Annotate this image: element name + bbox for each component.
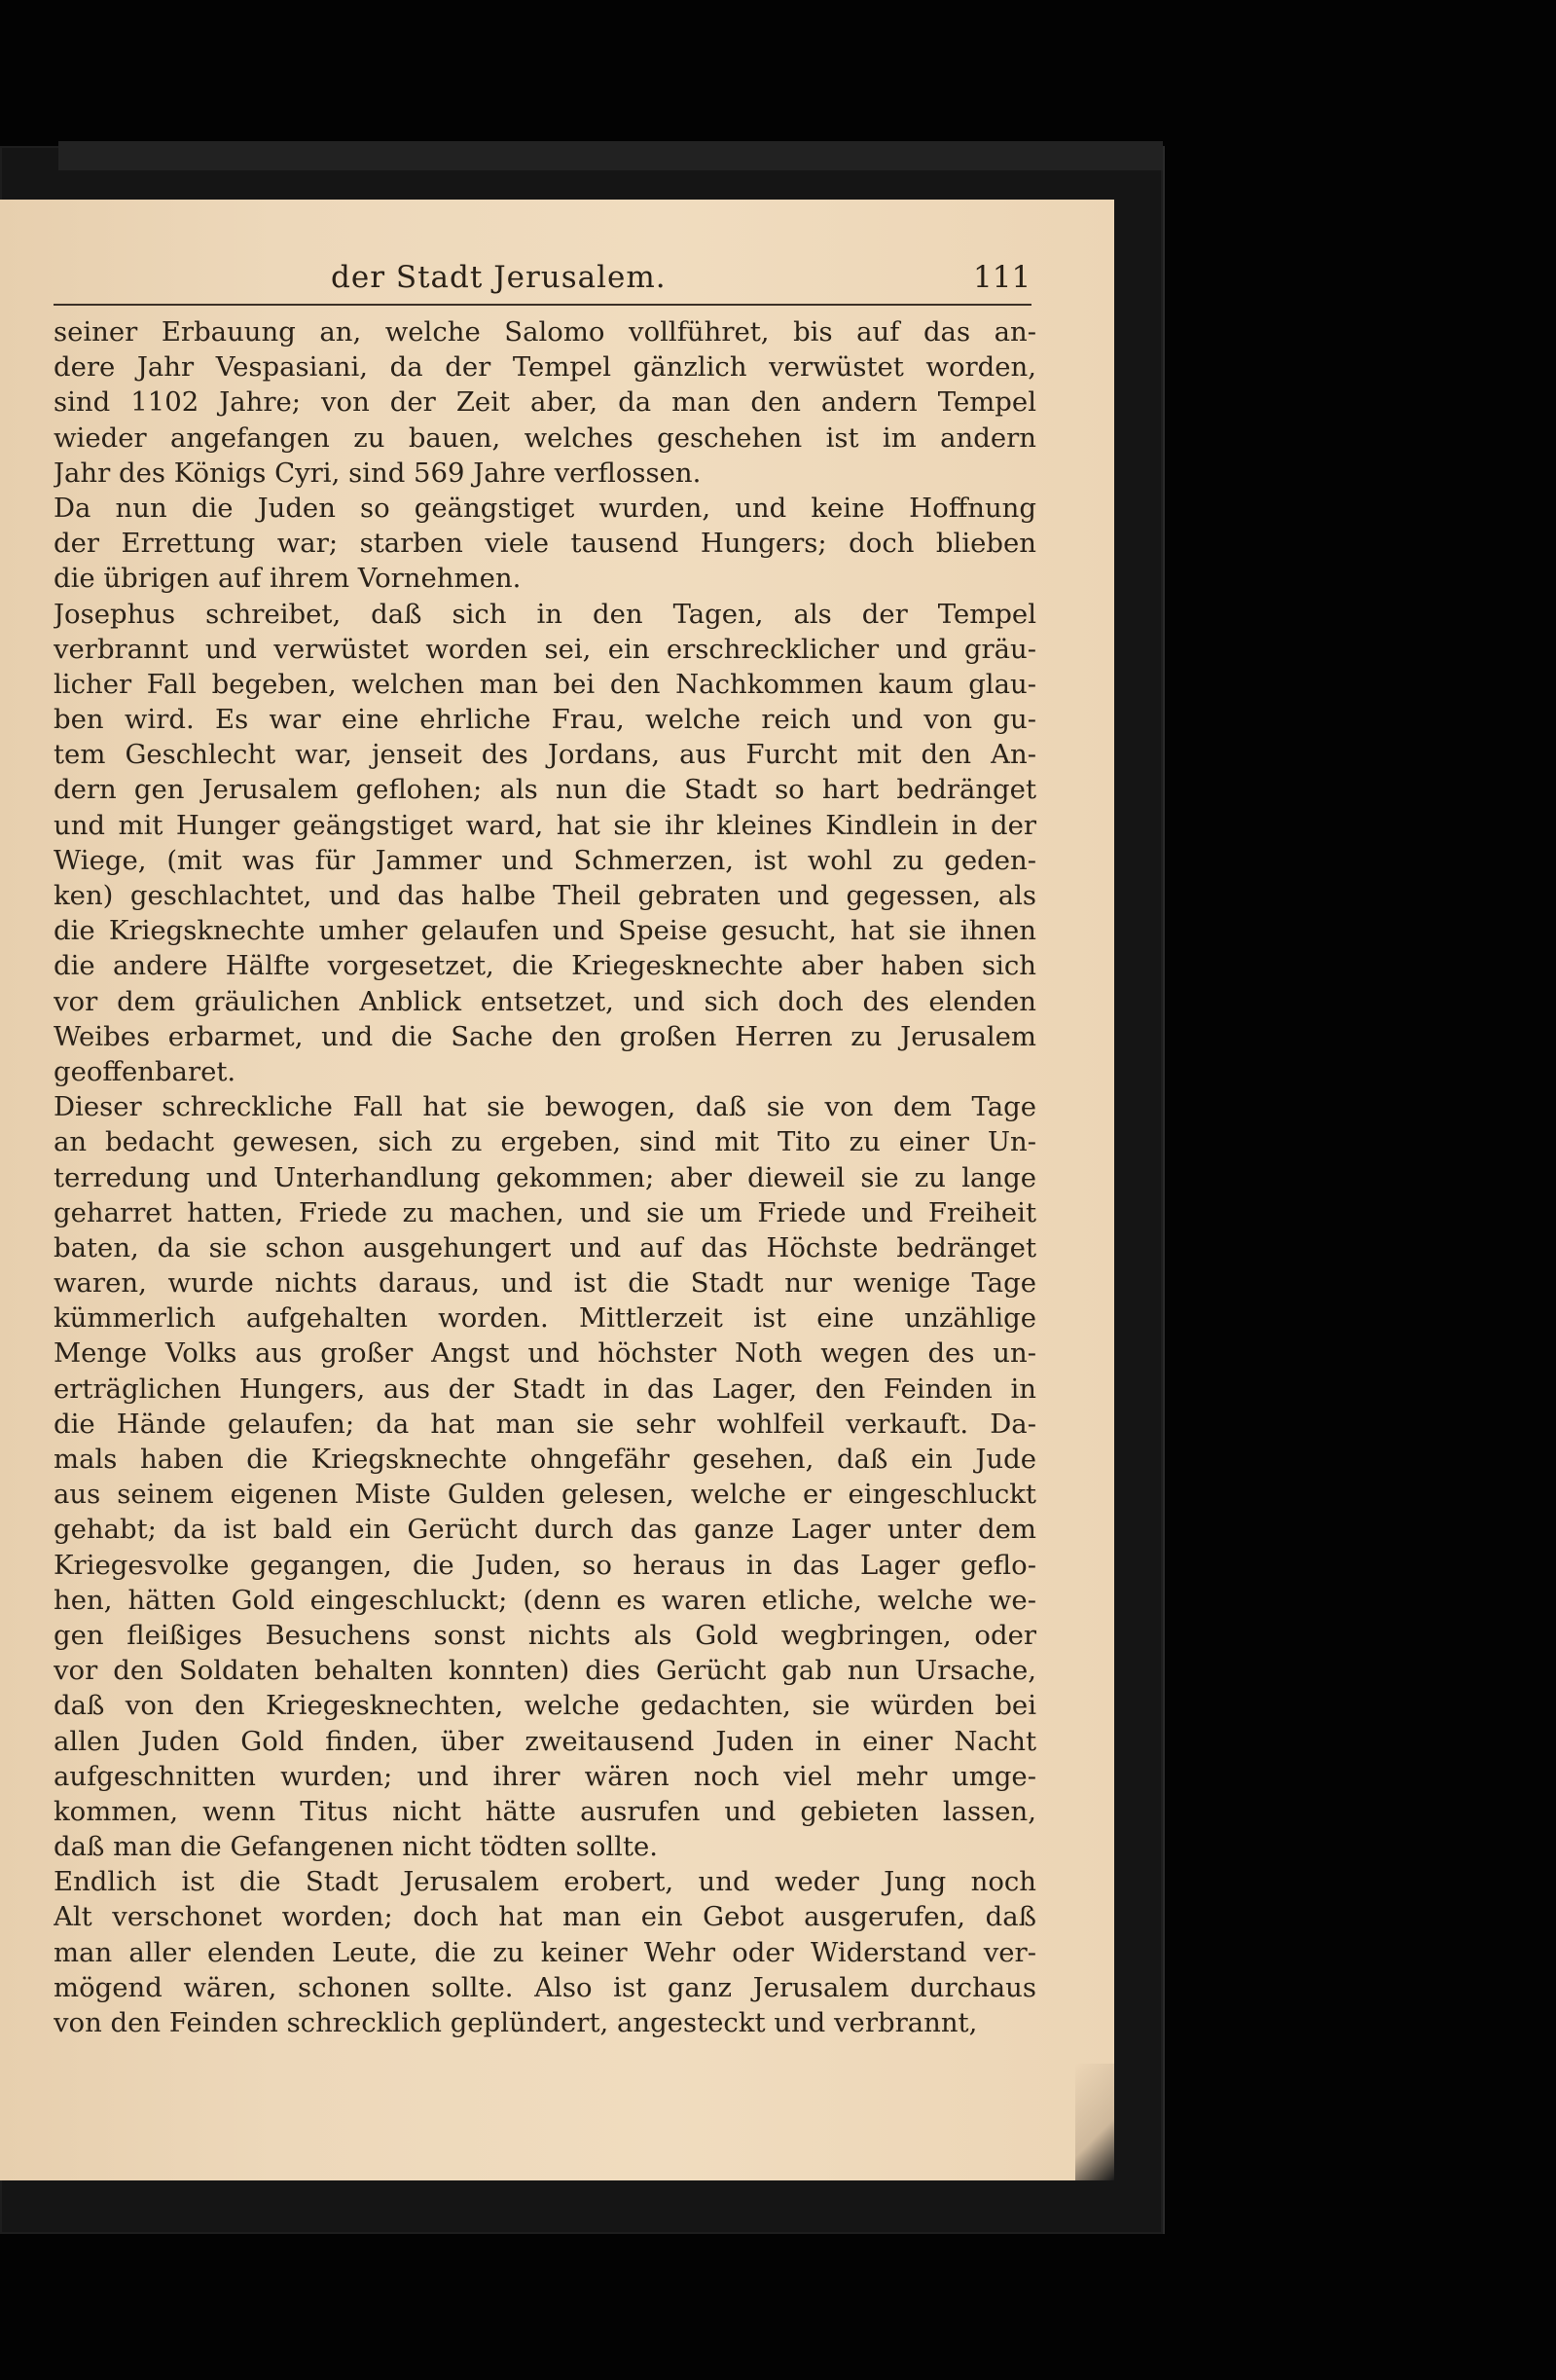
text-line: vor dem gräulichen Anblick entsetzet, und sich doch des elenden [54, 985, 1036, 1017]
text-line: kommen, wenn Titus nicht hätte ausrufen und gebieten lassen, [54, 1795, 1036, 1827]
running-title: der Stadt Jerusalem. [331, 260, 667, 295]
header-rule [54, 304, 1031, 306]
text-line: Dieser schreckliche Fall hat sie bewogen, daß sie von dem Tage [54, 1091, 1036, 1123]
text-line: dern gen Jerusalem geflohen; als nun die Stadt so hart bedränget [54, 774, 1036, 806]
text-line: terredung und Unterhandlung gekommen; aber dieweil sie zu lange [54, 1161, 1036, 1193]
text-line: dere Jahr Vespasiani, da der Tempel gänzlich verwüstet worden, [54, 351, 1036, 384]
text-line: Josephus schreibet, daß sich in den Tagen, als der Tempel [54, 598, 1036, 630]
text-line: wieder angefangen zu bauen, welches geschehen ist im andern [54, 421, 1036, 454]
text-line: die übrigen auf ihrem Vornehmen. [54, 563, 522, 595]
text-line: gehabt; da ist bald ein Gerücht durch das ganze Lager unter dem [54, 1514, 1036, 1546]
text-line: daß von den Kriegesknechten, welche gedachten, sie würden bei [54, 1690, 1036, 1722]
text-line: baten, da sie schon ausgehungert und auf das Höchste bedränget [54, 1231, 1036, 1263]
text-line: Jahr des Königs Cyri, sind 569 Jahre verflossen. [54, 457, 702, 489]
text-line: die andere Hälfte vorgesetzet, die Kriegesknechte aber haben sich [54, 950, 1036, 982]
text-line: waren, wurde nichts daraus, und ist die Stadt nur wenige Tage [54, 1267, 1036, 1300]
text-line: Wiege, (mit was für Jammer und Schmerzen, ist wohl zu geden- [54, 844, 1036, 876]
text-line: sind 1102 Jahre; von der Zeit aber, da man den andern Tempel [54, 386, 1036, 419]
text-line: vor den Soldaten behalten konnten) dies Gerücht gab nun Ursache, [54, 1655, 1036, 1687]
text-line: die Kriegsknechte umher gelaufen und Speise gesucht, hat sie ihnen [54, 915, 1036, 947]
text-line: Endlich ist die Stadt Jerusalem erobert, und weder Jung noch [54, 1866, 1036, 1898]
text-line: allen Juden Gold finden, über zweitausend Juden in einer Nacht [54, 1725, 1036, 1757]
board-edge [58, 141, 1163, 170]
text-line: Alt verschonet worden; doch hat man ein Gebot ausgerufen, daß [54, 1901, 1036, 1933]
text-line: aufgeschnitten wurden; und ihrer wären noch viel mehr umge- [54, 1760, 1036, 1792]
text-line: Kriegesvolke gegangen, die Juden, so heraus in das Lager geflo- [54, 1549, 1036, 1581]
page-header [0, 260, 1114, 299]
text-line: mögend wären, schonen sollte. Also ist ganz Jerusalem durchaus [54, 1971, 1036, 2003]
text-line: von den Feinden schrecklich geplündert, angesteckt und verbrannt, [54, 2007, 978, 2038]
text-line: die Hände gelaufen; da hat man sie sehr wohlfeil verkauft. Da- [54, 1408, 1036, 1440]
text-line: Weibes erbarmet, und die Sache den großen Herren zu Jerusalem [54, 1020, 1036, 1052]
page-number: 111 [973, 260, 1031, 295]
text-line: ken) geschlachtet, und das halbe Theil gebraten und gegessen, als [54, 880, 1036, 911]
book-page [0, 200, 1114, 2180]
text-line: aus seinem eigenen Miste Gulden gelesen, welche er eingeschluckt [54, 1479, 1036, 1511]
text-body [54, 314, 1036, 2040]
text-line: geharret hatten, Friede zu machen, und sie um Friede und Freiheit [54, 1196, 1036, 1228]
text-line: mals haben die Kriegsknechte ohngefähr gesehen, daß ein Jude [54, 1444, 1036, 1475]
text-line: der Errettung war; starben viele tausend Hungers; doch blieben [54, 528, 1036, 560]
text-line: verbrannt und verwüstet worden sei, ein erschrecklicher und gräu- [54, 633, 1036, 665]
text-line: tem Geschlecht war, jenseit des Jordans, aus Furcht mit den An- [54, 739, 1036, 771]
text-line: und mit Hunger geängstiget ward, hat sie ihr kleines Kindlein in der [54, 809, 1036, 841]
text-line: daß man die Gefangenen nicht tödten sollte. [54, 1831, 659, 1863]
text-line: geoffenbaret. [54, 1055, 236, 1087]
text-line: Da nun die Juden so geängstiget wurden, und keine Hoffnung [54, 492, 1036, 524]
text-line: erträglichen Hungers, aus der Stadt in das Lager, den Feinden in [54, 1373, 1036, 1405]
text-line: an bedacht gewesen, sich zu ergeben, sind mit Tito zu einer Un- [54, 1126, 1036, 1158]
text-line: licher Fall begeben, welchen man bei den Nachkommen kaum glau- [54, 668, 1036, 700]
text-line: hen, hätten Gold eingeschluckt; (denn es waren etliche, welche we- [54, 1584, 1036, 1616]
text-line: ben wird. Es war eine ehrliche Frau, welche reich und von gu- [54, 704, 1036, 736]
text-line: gen fleißiges Besuchens sonst nichts als Gold wegbringen, oder [54, 1619, 1036, 1651]
text-line: kümmerlich aufgehalten worden. Mittlerzeit ist eine unzählige [54, 1302, 1036, 1335]
text-line: Menge Volks aus großer Angst und höchster Noth wegen des un- [54, 1337, 1036, 1370]
text-line: man aller elenden Leute, die zu keiner Wehr oder Widerstand ver- [54, 1936, 1036, 1968]
text-line: seiner Erbauung an, welche Salomo vollführet, bis auf das an- [54, 316, 1036, 348]
